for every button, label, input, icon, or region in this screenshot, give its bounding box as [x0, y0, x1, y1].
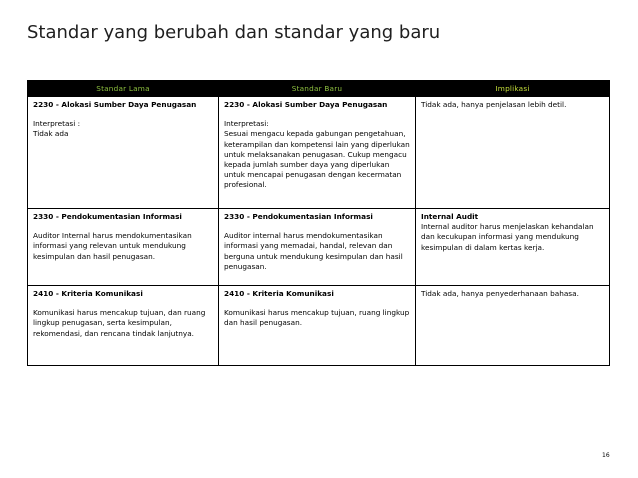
- cell-text: Komunikasi harus mencakup tujuan, ruang lingkup dan hasil penugasan.: [224, 308, 410, 328]
- cell-heading: 2330 - Pendokumentasian Informasi: [224, 212, 373, 221]
- cell-text: Sesuai mengacu kepada gabungan pengetahuan, keterampilan dan kompetensi lain yang diperlukan untuk melaksanakan penugasan. Cukup mengacu kepada jumlah sumber daya yang diperlukan untuk mencapai penugasan dengan kecermatan profesional.: [224, 129, 410, 190]
- cell-old-standard: [28, 286, 219, 366]
- cell-text: Komunikasi harus mencakup tujuan, dan ruang lingkup penugasan, serta kesimpulan, rekomendasi, dan rencana tindak lanjutnya.: [33, 308, 206, 338]
- cell-implication: [416, 286, 610, 366]
- table-row: [28, 97, 610, 209]
- header-standar-baru: Standar Baru: [219, 81, 416, 97]
- cell-new-standard: [219, 209, 416, 286]
- cell-text: Tidak ada: [33, 129, 69, 139]
- cell-implication: [416, 209, 610, 286]
- cell-old-standard: [28, 209, 219, 286]
- cell-heading: 2230 - Alokasi Sumber Daya Penugasan: [224, 100, 388, 109]
- cell-old-standard: [28, 97, 219, 209]
- cell-label: Interpretasi:: [224, 119, 269, 129]
- cell-heading: Internal Audit: [421, 212, 479, 221]
- cell-label: Interpretasi :: [33, 119, 81, 129]
- cell-implication: [416, 97, 610, 209]
- table-row: [28, 286, 610, 366]
- table-row: [28, 209, 610, 286]
- cell-text: Auditor internal harus mendokumentasikan informasi yang memadai, handal, relevan dan berguna untuk mendukung kesimpulan dan hasil penugasan.: [224, 231, 403, 271]
- cell-heading: 2410 - Kriteria Komunikasi: [224, 289, 334, 298]
- cell-text: Internal auditor harus menjelaskan kehandalan dan kecukupan informasi yang mendukung kesimpulan di dalam kertas kerja.: [421, 222, 594, 252]
- cell-text: Auditor Internal harus mendokumentasikan informasi yang relevan untuk mendukung kesimpulan dan hasil penugasan.: [33, 231, 192, 261]
- cell-heading: 2230 - Alokasi Sumber Daya Penugasan: [33, 100, 197, 109]
- header-standar-lama: Standar Lama: [28, 81, 219, 97]
- header-implikasi: Implikasi: [416, 81, 610, 97]
- cell-text: Tidak ada, hanya penjelasan lebih detil.: [421, 100, 567, 109]
- cell-text: Tidak ada, hanya penyederhanaan bahasa.: [421, 289, 579, 298]
- cell-heading: 2330 - Pendokumentasian Informasi: [33, 212, 182, 221]
- cell-new-standard: [219, 286, 416, 366]
- page-number: 16: [602, 452, 610, 459]
- standards-comparison-table: [27, 80, 610, 366]
- cell-new-standard: [219, 97, 416, 209]
- slide-title: Standar yang berubah dan standar yang baru: [27, 22, 441, 43]
- cell-heading: 2410 - Kriteria Komunikasi: [33, 289, 143, 298]
- table-header-row: [28, 81, 610, 97]
